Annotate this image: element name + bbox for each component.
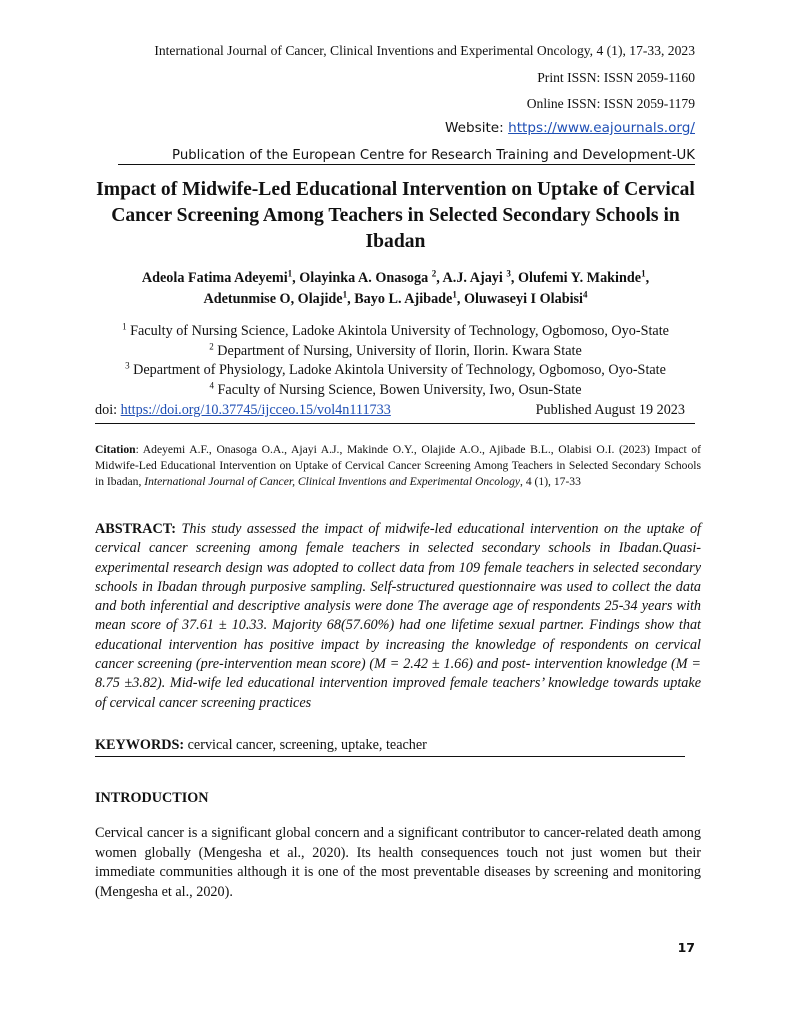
affiliation: $^4$ Faculty of Nursing Science, Bowen University, Iwo, Osun-State — [209, 379, 582, 398]
doi: doi: https://doi.org/10.37745/ijcceo.15/vol4n111733 — [95, 402, 391, 418]
page-number: 17 — [677, 940, 695, 955]
author: Adetunmise O, Olajide$^1$, — [203, 289, 355, 307]
section-heading: INTRODUCTION — [95, 790, 209, 806]
author-list — [80, 268, 711, 310]
keywords — [95, 737, 685, 757]
published-date: Published August 19 2023 — [535, 402, 685, 418]
author: Olayinka A. Onasoga $^2$, — [299, 268, 443, 286]
website-link[interactable]: https://www.eajournals.org/ — [508, 120, 695, 136]
author: Bayo L. Ajibade$^1$, — [354, 289, 464, 307]
publisher-line: Publication of the European Centre for Research Training and Development-UK — [118, 148, 695, 165]
paragraph: Cervical cancer is a significant global concern and a significant contributor to cancer-related death among women globally (Mengesha et al., 2020). Its health consequences touch not just women but their immediate communities although it is one of the most preventable diseases by screening and monitoring (Mengesha et al., 2020). — [95, 825, 701, 900]
affiliation: $^2$ Department of Nursing, University of Ilorin, Ilorin. Kwara State — [209, 340, 582, 359]
author: Adeola Fatima Adeyemi$^1$, — [141, 268, 300, 286]
abstract-text: This study assessed the impact of midwife-led educational intervention on the uptake of cervical cancer screening among female teachers in selected secondary schools in Ibadan.Quasi- experimental research design was adopted to collect data from 109 female teachers in selected secondary schools in Ibadan through purposive sampling. Self-structured questionnaire was used to collect the data and both inferential and descriptive analysis were done The average age of respondents 25-34 years with mean score of 37.61 ± 10.33. Majority 68(57.60%) had one lifetime sexual partner. Findings show that educational intervention has positive impact by increasing the knowledge of respondents on cervical cancer screening (pre-intervention mean score) (M = 2.42 ± 1.66) and post- intervention knowledge (M = 8.75 ±3.82). Mid-wife led educational intervention improved female teachers’ knowledge towards uptake of cervical cancer screening practices — [95, 521, 701, 711]
website-label: Website: — [444, 120, 509, 136]
keywords-text: cervical cancer, screening, uptake, teacher — [184, 737, 427, 753]
doi-link[interactable]: https://doi.org/10.37745/ijcceo.15/vol4n111733 — [120, 402, 391, 418]
author: Oluwaseyi I Olabisi$^4$ — [463, 289, 588, 307]
affiliation-list — [80, 322, 711, 400]
author: A.J. Ajayi $^3$, — [442, 268, 518, 286]
keywords-label: KEYWORDS: — [95, 737, 185, 753]
affiliation: $^1$ Faculty of Nursing Science, Ladoke Akintola University of Technology, Ogbomoso, Oyo-State — [122, 321, 669, 339]
online-issn: Online ISSN: ISSN 2059-1179 — [526, 96, 695, 111]
abstract-label: ABSTRACT: — [95, 521, 182, 537]
doi-row — [95, 402, 695, 424]
abstract — [95, 520, 701, 713]
affiliation: $^3$ Department of Physiology, Ladoke Akintola University of Technology, Ogbomoso, Oyo-State — [125, 360, 666, 378]
website-line — [445, 120, 695, 136]
citation: Citation: Adeyemi A.F., Onasoga O.A., Ajayi A.J., Makinde O.Y., Olajide A.O., Ajibade B.L., Olabisi O.I. (2023) Impact of Midwife-Led Educational Intervention on Uptake of Cervical Cancer Screening Among Teachers in Selected Secondary Schools in Ibadan, International Journal of Cancer, Clinical Inventions and Experimental Oncology, 4 (1), 17-33 — [95, 443, 701, 488]
print-issn: Print ISSN: ISSN 2059-1160 — [537, 70, 695, 85]
journal-line: International Journal of Cancer, Clinical Inventions and Experimental Oncology, 4 (1), 17-33, 2023 — [154, 43, 695, 58]
paper-title: Impact of Midwife-Led Educational Intervention on Uptake of Cervical Cancer Screening Among Teachers in Selected Secondary Schools in Ibadan — [96, 179, 695, 252]
author: Olufemi Y. Makinde$^1$, — [517, 268, 650, 286]
